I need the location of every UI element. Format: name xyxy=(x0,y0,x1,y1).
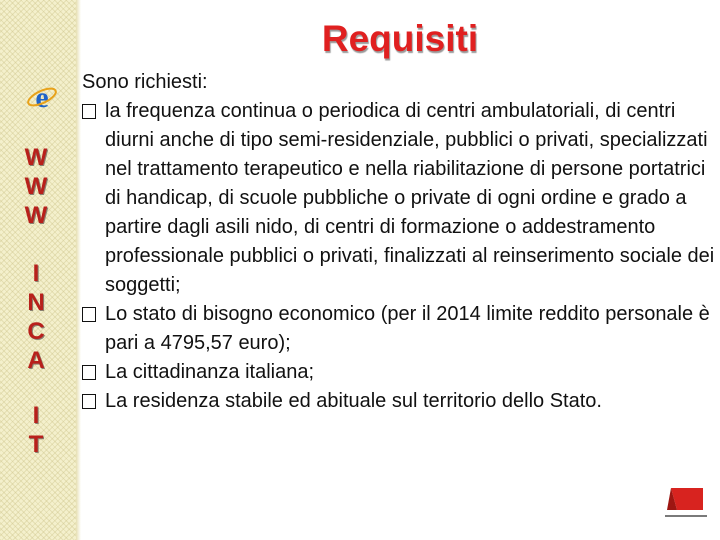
checkbox-bullet-icon xyxy=(82,365,96,380)
slide-body xyxy=(82,68,718,416)
sidebar-letter: I xyxy=(32,402,40,429)
sidebar-letters-www xyxy=(24,143,48,230)
sidebar-letters-it xyxy=(24,401,48,459)
bullet-text: la frequenza continua o periodica di centri ambulatoriali, di centri diurni anche di tipo semi-residenziale, pubblici o privati, specializzati nel trattamento terapeutico e nella riabilitazione di persone portatrici di handicap, di scuole pubbliche o private di ogni ordine e grado a partire dagli asili nido, di centri di formazione o addestramento professionale pubblici o privati, finalizzati al reinserimento sociale dei soggetti; xyxy=(105,100,715,296)
svg-text:e: e xyxy=(35,82,49,112)
intro-text: Sono richiesti: xyxy=(82,71,208,93)
red-logo-mark xyxy=(663,486,709,522)
sidebar-letter: N xyxy=(27,289,45,316)
sidebar-letter: W xyxy=(24,144,48,171)
checkbox-bullet-icon xyxy=(82,307,96,322)
slide-title: Requisiti xyxy=(321,18,479,59)
checkbox-bullet-icon xyxy=(82,394,96,409)
checkbox-bullet-icon xyxy=(82,104,96,119)
sidebar-letters-inca xyxy=(24,259,48,375)
bullet-item xyxy=(82,300,718,358)
bullet-text: La cittadinanza italiana; xyxy=(105,361,315,383)
sidebar-letter: A xyxy=(27,347,45,374)
sidebar-divider xyxy=(76,0,81,540)
sidebar-letter: I xyxy=(32,260,40,287)
bullet-text: La residenza stabile ed abituale sul territorio dello Stato. xyxy=(105,390,602,412)
bullet-item xyxy=(82,97,718,300)
sidebar-letter: W xyxy=(24,173,48,200)
sidebar-letter: W xyxy=(24,202,48,229)
sidebar-letter: T xyxy=(28,431,44,458)
bullet-item xyxy=(82,358,718,387)
sidebar-letter: C xyxy=(27,318,45,345)
bullet-text: Lo stato di bisogno economico (per il 2014 limite reddito personale è pari a 4795,57 euro); xyxy=(105,303,710,354)
ie-browser-icon xyxy=(26,82,58,112)
bullet-item xyxy=(82,387,718,416)
